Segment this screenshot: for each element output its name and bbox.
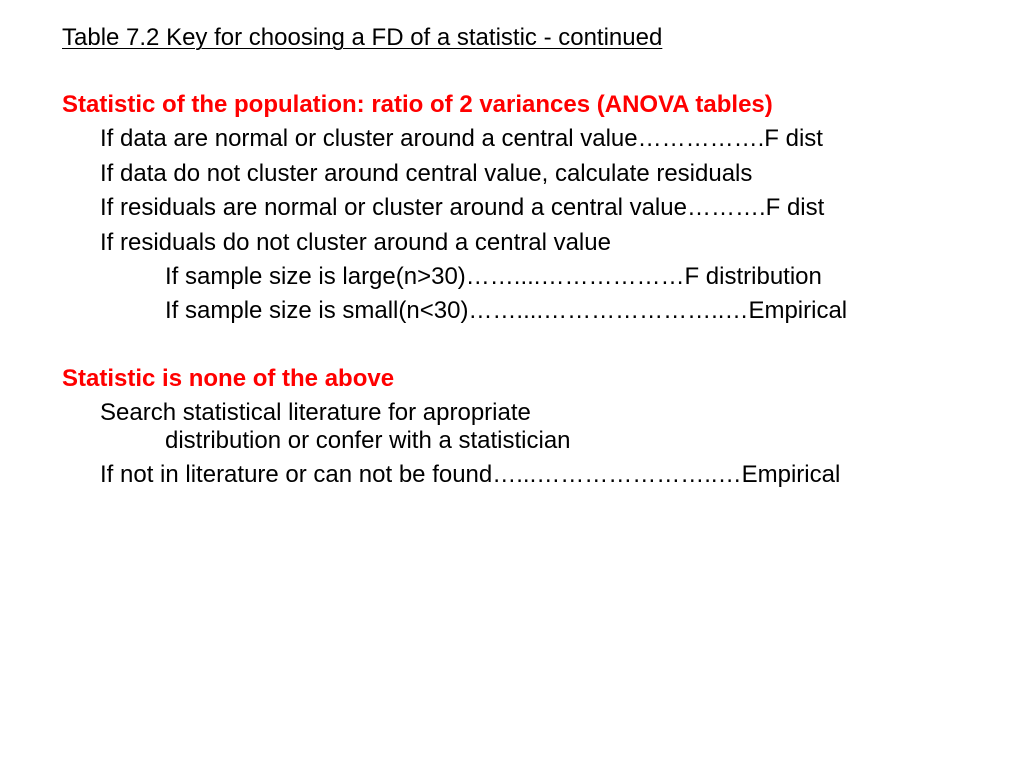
- rule-non-clustered-residuals: If residuals do not cluster around a central value: [100, 229, 611, 256]
- rule-search-literature-continued: distribution or confer with a statistician: [165, 427, 571, 454]
- rule-normal-residuals: If residuals are normal or cluster around a central value……….F dist: [100, 194, 825, 221]
- rule-calculate-residuals: If data do not cluster around central value, calculate residuals: [100, 160, 753, 187]
- rule-small-sample: If sample size is small(n<30)……....…………………..…Empirical: [165, 297, 848, 324]
- section-heading-none: Statistic is none of the above: [62, 365, 395, 392]
- slide-title: Table 7.2 Key for choosing a FD of a statistic - continued: [62, 24, 663, 51]
- rule-not-in-literature: If not in literature or can not be found…...…………………..…Empirical: [100, 461, 841, 488]
- rule-normal-data: If data are normal or cluster around a central value…………….F dist: [100, 125, 823, 152]
- rule-large-sample: If sample size is large(n>30)……....………………F distribution: [165, 263, 822, 290]
- section-heading-anova: Statistic of the population: ratio of 2 variances (ANOVA tables): [62, 91, 773, 118]
- rule-search-literature: Search statistical literature for apropriate: [100, 399, 531, 426]
